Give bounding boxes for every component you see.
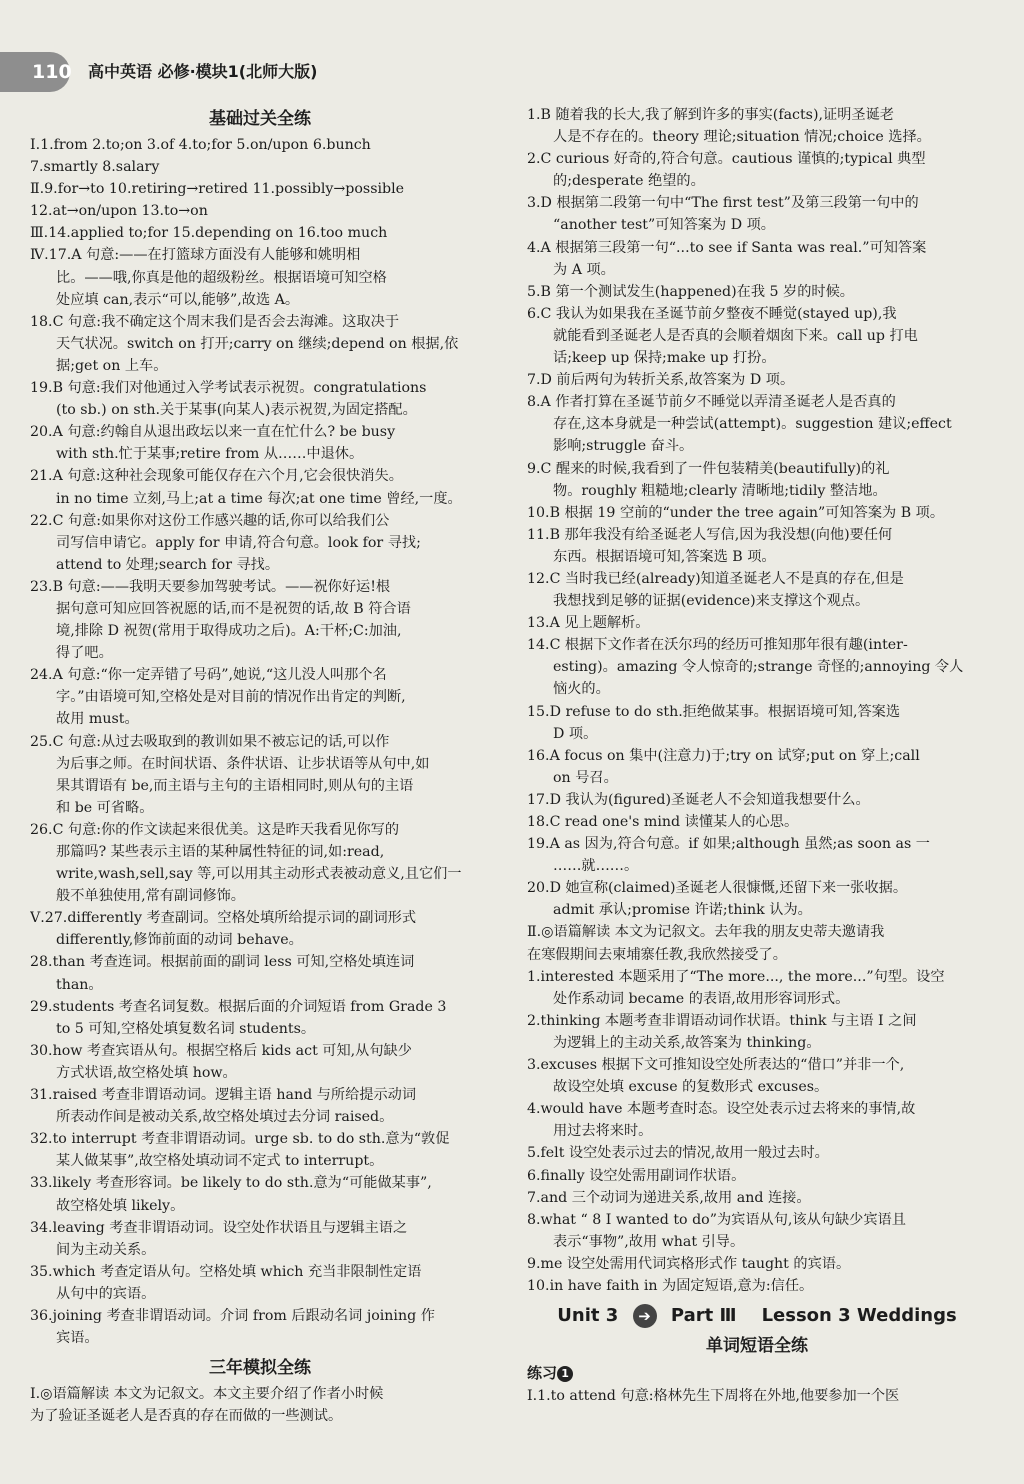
answer-line: (to sb.) on sth.关于某事(向某人)表示祝贺,为固定搭配。 [56, 402, 417, 419]
answer-line: 13.A 见上题解析。 [527, 615, 650, 632]
answer-line: Ⅳ.17.A 句意:——在打篮球方面没有人能够和姚明相 [30, 247, 361, 264]
answer-line: 4.would have 本题考查时态。设空处表示过去将来的事情,故 [527, 1101, 916, 1118]
answer-line: Ⅴ.27.differently 考查副词。空格处填所给提示词的副词形式 [30, 910, 417, 927]
answer-line: 司写信申请它。apply for 申请,符合句意。look for 寻找; [56, 534, 421, 551]
answer-line: 33.likely 考查形容词。be likely to do sth.意为“可能做某事”, [30, 1175, 432, 1192]
answer-line: 得了吧。 [56, 645, 113, 662]
answer-line: 7.smartly 8.salary [30, 159, 160, 176]
answer-line: on 号召。 [553, 769, 618, 786]
answer-line: 存在,这本身就是一种尝试(attempt)。suggestion 建议;effect [553, 416, 952, 433]
right-column [527, 104, 987, 1407]
answer-line: 恼火的。 [553, 681, 610, 698]
answer-line: Ⅰ.1.from 2.to;on 3.of 4.to;for 5.on/upon 6.bunch [30, 137, 371, 153]
page-header [0, 52, 1024, 92]
answer-line: 9.me 设空处需用代词宾格形式作 taught 的宾语。 [527, 1255, 851, 1272]
answer-line: 1.B 随着我的长大,我了解到许多的事实(facts),证明圣诞老 [527, 107, 894, 123]
answer-line: 12.C 当时我已经(already)知道圣诞老人不是真的存在,但是 [527, 570, 904, 587]
answer-line: 字。”由语境可知,空格处是对目前的情况作出肯定的判断, [56, 689, 406, 706]
answer-line: 35.which 考查定语从句。空格处填 which 充当非限制性定语 [30, 1263, 422, 1280]
section-title-simulation: 三年模拟全练 [209, 1358, 311, 1379]
answer-line: 24.A 句意:“你一定弄错了号码”,她说,“这儿没人叫那个名 [30, 667, 387, 684]
answer-line: 果其谓语有 be,而主语与主句的主语相同时,则从句的主语 [56, 777, 414, 794]
answer-line: 26.C 句意:你的作文读起来很优美。这是昨天我看见你写的 [30, 821, 400, 838]
answer-line: 8.A 作者打算在圣诞节前夕不睡觉以弄清圣诞老人是否真的 [527, 394, 896, 411]
answer-line: 用过去将来时。 [553, 1123, 653, 1140]
answer-line: 11.B 那年我没有给圣诞老人写信,因为我没想(向他)要任何 [527, 526, 893, 543]
answer-line: 表示“事物”,故用 what 引导。 [553, 1233, 745, 1250]
answer-line: 方式状语,故空格处填 how。 [56, 1064, 237, 1081]
answer-line: 4.A 根据第三段第一句“...to see if Santa was real.”可知答案 [527, 239, 927, 256]
answer-line: 宾语。 [56, 1330, 99, 1347]
answer-line: esting)。amazing 令人惊奇的;strange 奇怪的;annoying 令人 [553, 659, 964, 676]
answer-line: 在寒假期间去柬埔寨任教,我欣然接受了。 [527, 946, 787, 963]
answer-line: 就能看到圣诞老人是否真的会顺着烟囱下来。call up 打电 [553, 327, 918, 344]
left-answer-lines [30, 134, 490, 1349]
answer-line: 5.B 第一个测试发生(happened)在我 5 岁的时候。 [527, 283, 854, 300]
lesson-label: Lesson 3 Weddings [761, 1305, 957, 1327]
answer-line: 比。——哦,你真是他的超级粉丝。根据语境可知空格 [56, 269, 387, 286]
answer-line: 17.D 我认为(figured)圣诞老人不会知道我想要什么。 [527, 791, 870, 808]
answer-line: “another test”可知答案为 D 项。 [553, 217, 775, 234]
answer-line: 19.B 句意:我们对他通过入学考试表示祝贺。congratulations [30, 380, 427, 397]
left-tail-lines [30, 1383, 490, 1427]
answer-line: 36.joining 考查非谓语动词。介词 from 后跟动名词 joining 作 [30, 1307, 435, 1324]
answer-line: D 项。 [553, 725, 598, 742]
answer-line: 3.D 根据第二段第一句中“The first test”及第三段第一句中的 [527, 195, 919, 212]
unit-heading [527, 1301, 987, 1331]
answer-line: 29.students 考查名词复数。根据后面的介词短语 from Grade 3 [30, 998, 447, 1015]
answer-line: 14.C 根据下文作者在沃尔玛的经历可推知那年很有趣(inter- [527, 637, 908, 654]
answer-line: 12.at→on/upon 13.to→on [30, 203, 208, 220]
answer-line: 为逻辑上的主动关系,故答案为 thinking。 [553, 1034, 821, 1051]
answer-line: 故空格处填 likely。 [56, 1197, 185, 1214]
answer-line: 10.in have faith in 为固定短语,意为:信任。 [527, 1277, 814, 1294]
answer-line: 的;desperate 绝望的。 [553, 173, 705, 190]
answer-line: to 5 可知,空格处填复数名词 students。 [56, 1020, 316, 1037]
answer-line: 20.D 她宣称(claimed)圣诞老人很慷慨,还留下来一张收据。 [527, 880, 908, 897]
answer-line: 所表动作间是被动关系,故空格处填过去分词 raised。 [56, 1109, 394, 1126]
left-column [30, 104, 490, 1427]
answer-line: 16.A focus on 集中(注意力)于;try on 试穿;put on 穿上;call [527, 747, 920, 764]
answer-line: 31.raised 考查非谓语动词。逻辑主语 hand 与所给提示动词 [30, 1087, 417, 1104]
answer-line: 故设空处填 excuse 的复数形式 excuses。 [553, 1079, 829, 1096]
answer-line: than。 [56, 976, 103, 993]
answer-line: 人是不存在的。theory 理论;situation 情况;choice 选择。 [553, 129, 931, 146]
answer-line: 25.C 句意:从过去吸取到的教训如果不被忘记的话,可以作 [30, 733, 390, 750]
arrow-right-icon: ➔ [633, 1304, 657, 1328]
answer-line: differently,修饰前面的动词 behave。 [56, 932, 303, 949]
answer-line: 18.C 句意:我不确定这个周末我们是否会去海滩。这取决于 [30, 313, 400, 330]
answer-line: 处应填 can,表示“可以,能够”,故选 A。 [56, 291, 300, 308]
answer-line: 为了验证圣诞老人是否真的存在而做的一些测试。 [30, 1408, 343, 1425]
answer-line: 故用 must。 [56, 711, 139, 728]
answer-line: Ⅱ.9.for→to 10.retiring→retired 11.possibly→possible [30, 181, 405, 198]
answer-line: 22.C 句意:如果你对这份工作感兴趣的话,你可以给我们公 [30, 512, 390, 529]
answer-line: 物。roughly 粗糙地;clearly 清晰地;tidily 整洁地。 [553, 482, 887, 499]
answer-line: 32.to interrupt 考查非谓语动词。urge sb. to do sth.意为“敦促 [30, 1131, 450, 1148]
answer-line: 15.D refuse to do sth.拒绝做某事。根据语境可知,答案选 [527, 703, 901, 720]
answer-line: 天气状况。switch on 打开;carry on 继续;depend on 根据,依 [56, 335, 459, 352]
right-answer-lines [527, 104, 987, 1297]
answer-line: 28.than 考查连词。根据前面的副词 less 可知,空格处填连词 [30, 954, 415, 971]
part-label: Part Ⅲ [670, 1305, 737, 1327]
answer-line: 和 be 可省略。 [56, 799, 154, 816]
answer-line: 间为主动关系。 [56, 1241, 156, 1258]
practice-text: 练习 [527, 1364, 558, 1383]
answer-line: 7.and 三个动词为递进关系,故用 and 连接。 [527, 1189, 811, 1206]
answer-line: 5.felt 设空处表示过去的情况,故用一般过去时。 [527, 1145, 829, 1162]
subsection-title: 单词短语全练 [706, 1336, 808, 1357]
answer-line: 19.A as 因为,符合句意。if 如果;although 虽然;as soon as 一 [527, 836, 930, 853]
answer-line: attend to 处理;search for 寻找。 [56, 556, 280, 573]
answer-line: 7.D 前后两句为转折关系,故答案为 D 项。 [527, 372, 795, 389]
answer-line: 那篇吗? 某些表示主语的某种属性特征的词,如:read, [56, 844, 385, 860]
answer-line: 20.A 句意:约翰自从退出政坛以来一直在忙什么? be busy [30, 424, 396, 441]
answer-line: 34.leaving 考查非谓语动词。设空处作状语且与逻辑主语之 [30, 1219, 408, 1236]
answer-line: 3.excuses 根据下文可推知设空处所表达的“借口”并非一个, [527, 1057, 905, 1074]
answer-line: 从句中的宾语。 [56, 1285, 156, 1302]
answer-line: 30.how 考查宾语从句。根据空格后 kids act 可知,从句缺少 [30, 1042, 412, 1059]
answer-line: 21.A 句意:这种社会现象可能仅存在六个月,它会很快消失。 [30, 468, 403, 485]
answer-line: ……就……。 [553, 858, 639, 875]
answer-line: 10.B 根据 19 空前的“under the tree again”可知答案为 B 项。 [527, 504, 945, 521]
practice-label [527, 1361, 987, 1385]
answer-line: 6.C 我认为如果我在圣诞节前夕整夜不睡觉(stayed up),我 [527, 305, 897, 322]
answer-line: 9.C 醒来的时候,我看到了一件包装精美(beautifully)的礼 [527, 460, 890, 477]
answer-line: 为后事之师。在时间状语、条件状语、让步状语等从句中,如 [56, 755, 430, 772]
answer-line: 据句意可知应回答祝愿的话,而不是祝贺的话,故 B 符合语 [56, 600, 411, 617]
answer-line: 我想找到足够的证据(evidence)来支撑这个观点。 [553, 593, 870, 610]
answer-line: Ⅱ.◎语篇解读 本文为记叙文。去年我的朋友史蒂夫邀请我 [527, 924, 885, 941]
answer-line: write,wash,sell,say 等,可以用其主动形式表被动意义,且它们一 [56, 866, 462, 883]
answer-line: 般不单独使用,常有副词修饰。 [56, 888, 245, 905]
answer-line: 某人做某事”,故空格处填动词不定式 to interrupt。 [56, 1153, 384, 1170]
answer-line: 影响;struggle 奋斗。 [553, 438, 694, 455]
answer-line: 话;keep up 保持;make up 打扮。 [553, 350, 776, 367]
answer-line: 23.B 句意:——我明天要参加驾驶考试。——祝你好运!根 [30, 578, 391, 595]
answer-line: 2.C curious 好奇的,符合句意。cautious 谨慎的;typical 典型 [527, 151, 926, 168]
answer-line: 6.finally 设空处需用副词作状语。 [527, 1167, 746, 1184]
unit-label: Unit 3 [557, 1305, 619, 1327]
page-number: 110 [0, 52, 70, 92]
answer-line: Ⅲ.14.applied to;for 15.depending on 16.too much [30, 225, 388, 242]
answer-line: 1.interested 本题采用了“The more..., the more...”句型。设空 [527, 968, 945, 985]
section-title-basic: 基础过关全练 [209, 109, 311, 129]
answer-line: 2.thinking 本题考查非谓语动词作状语。think 与主语 I 之间 [527, 1012, 917, 1029]
answer-line: 东西。根据语境可知,答案选 B 项。 [553, 548, 776, 565]
answer-line: admit 承认;promise 许诺;think 认为。 [553, 902, 812, 919]
answer-line: with sth.忙于某事;retire from 从……中退休。 [56, 446, 364, 463]
answer-line: 8.what “ 8 I wanted to do”为宾语从句,该从句缺少宾语且 [527, 1211, 906, 1228]
answer-line: Ⅰ.◎语篇解读 本文为记叙文。本文主要介绍了作者小时候 [30, 1386, 384, 1403]
answer-line: in no time 立刻,马上;at a time 每次;at one time 曾经,一度。 [56, 490, 462, 507]
answer-line: 为 A 项。 [553, 261, 615, 278]
answer-line: Ⅰ.1.to attend 句意:格林先生下周将在外地,他要参加一个医 [527, 1388, 900, 1405]
practice-number: 1 [557, 1366, 573, 1382]
answer-line: 境,排除 D 祝贺(常用于取得成功之后)。A:干杯;C:加油, [56, 623, 402, 640]
answer-line: 18.C read one's mind 读懂某人的心思。 [527, 814, 799, 830]
answer-line: 据;get on 上车。 [56, 357, 168, 374]
book-title: 高中英语 必修·模块1(北师大版) [88, 62, 318, 81]
answer-line: 处作系动词 became 的表语,故用形容词形式。 [553, 990, 850, 1007]
